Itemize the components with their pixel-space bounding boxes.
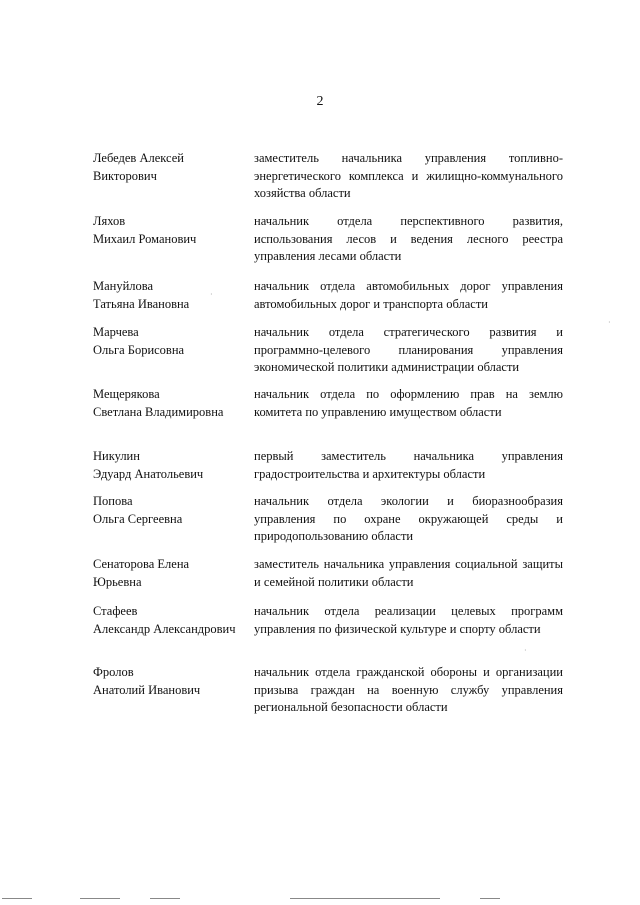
- name-line: Марчева: [93, 325, 139, 339]
- person-position: заместитель начальника управления топливно-энергетического комплекса и жилищно-коммунального хозяйства области: [254, 151, 563, 200]
- entry-stafeev: [93, 603, 565, 673]
- person-position: начальник отдела гражданской обороны и организации призыва граждан на военную службу управления региональной безопасности области: [254, 665, 563, 714]
- entry-lyakhov: [93, 213, 565, 283]
- name-line: Попова: [93, 494, 133, 508]
- person-name: [93, 664, 255, 699]
- person-name: [93, 213, 255, 248]
- scan-speck: ·: [210, 290, 213, 299]
- entry-meshcheryakova: [93, 386, 565, 456]
- person-position: начальник отдела экологии и биоразнообразия управления по охране окружающей среды и природопользованию области: [254, 494, 563, 543]
- entry-lebedev: [93, 150, 565, 220]
- name-line: Мануйлова: [93, 279, 154, 293]
- name-line: Викторович: [93, 168, 157, 183]
- name-line: Никулин: [93, 449, 140, 463]
- name-line: Мещерякова: [93, 387, 160, 401]
- name-line: Юрьевна: [93, 574, 142, 589]
- scan-speck: ·: [608, 318, 611, 327]
- scan-edge-marks: [0, 896, 640, 902]
- name-line: Ольга Сергеевна: [93, 511, 183, 526]
- person-position: начальник отдела стратегического развития и программно-целевого планирования управления экономической политики администрации области: [254, 325, 563, 374]
- entry-frolov: [93, 664, 565, 734]
- name-line: Ольга Борисовна: [93, 342, 185, 357]
- entry-marcheva: [93, 324, 565, 394]
- person-position: начальник отдела перспективного развития, использования лесов и ведения лесного реестра управления лесами области: [254, 214, 563, 263]
- name-line: Александр Александрович: [93, 621, 236, 636]
- scan-speck: ·: [524, 646, 527, 655]
- person-position: начальник отдела по оформлению прав на землю комитета по управлению имуществом области: [254, 387, 563, 419]
- name-line: Ляхов: [93, 214, 126, 228]
- name-line: Михаил Романович: [93, 231, 197, 246]
- page-number: 2: [316, 94, 324, 109]
- name-line: Фролов: [93, 665, 134, 679]
- person-name: [93, 150, 255, 185]
- person-position: первый заместитель начальника управления градостроительства и архитектуры области: [254, 449, 563, 481]
- person-name: [93, 448, 255, 483]
- person-name: [93, 556, 255, 591]
- entry-popova: [93, 493, 565, 563]
- person-name: [93, 493, 255, 528]
- name-line: Светлана Владимировна: [93, 404, 224, 419]
- person-position: начальник отдела реализации целевых программ управления по физической культуре и спорту области: [254, 604, 563, 636]
- person-name: [93, 324, 255, 359]
- name-line: Сенаторова Елена: [93, 557, 190, 571]
- person-position: заместитель начальника управления социальной защиты и семейной политики области: [254, 557, 563, 589]
- name-line: Татьяна Ивановна: [93, 296, 190, 311]
- name-line: Эдуард Анатольевич: [93, 466, 204, 481]
- name-line: Анатолий Иванович: [93, 682, 201, 697]
- name-line: Лебедев Алексей: [93, 151, 184, 165]
- person-position: начальник отдела автомобильных дорог управления автомобильных дорог и транспорта области: [254, 279, 563, 311]
- name-line: Стафеев: [93, 604, 138, 618]
- person-name: [93, 278, 255, 313]
- person-name: [93, 603, 255, 638]
- person-name: [93, 386, 255, 421]
